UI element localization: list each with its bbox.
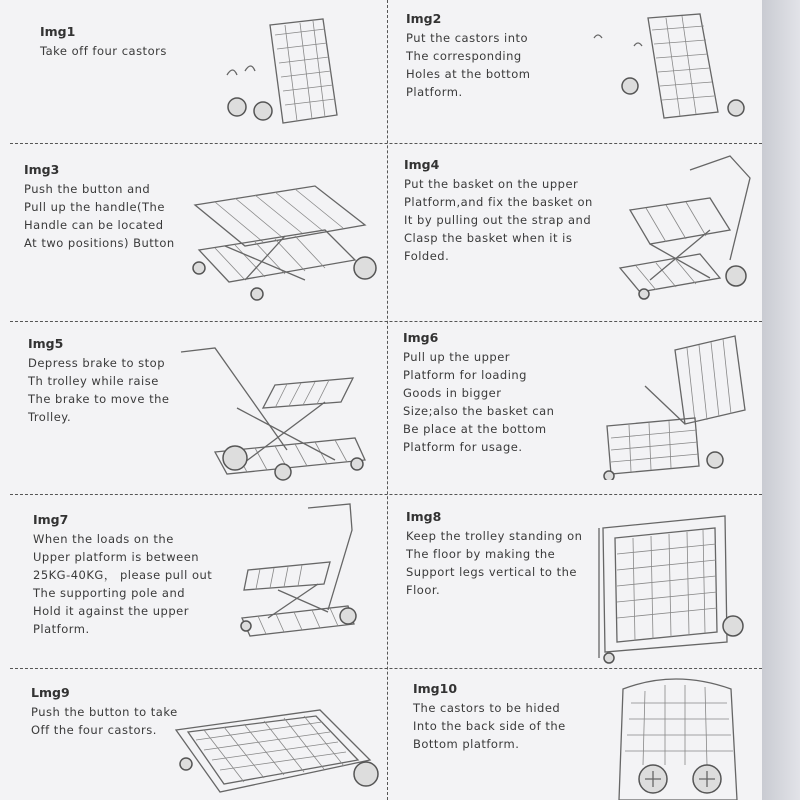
illustration-pull-up-handle [185,180,385,305]
step-line: Platform,and fix the basket on [404,195,593,209]
step-line: The castors to be hided [413,701,561,715]
illustration-upper-platform-raised [595,330,755,480]
row-divider [10,143,762,144]
step-line: Trolley. [28,410,72,424]
step-title: Lmg9 [31,685,70,700]
step-line: Be place at the bottom [403,422,547,436]
row-divider [10,321,762,322]
step-lmg9 [31,685,178,739]
step-line: Holes at the bottom [406,67,531,81]
step-line: Upper platform is between [33,550,200,564]
step-title: Img2 [406,11,442,26]
step-title: Img6 [403,330,439,345]
step-line: Folded. [404,249,450,263]
step-line: Depress brake to stop [28,356,166,370]
step-line: The corresponding [406,49,522,63]
step-line: It by pulling out the strap and [404,213,592,227]
step-title: Img7 [33,512,69,527]
step-title: Img8 [406,509,442,524]
step-line: Handle can be located [24,218,164,232]
step-img6 [403,330,554,456]
step-line: Into the back side of the [413,719,566,733]
step-line: Size;also the basket can [403,404,555,418]
step-line: Keep the trolley standing on [406,529,583,543]
step-line: When the loads on the [33,532,174,546]
step-img8 [406,509,582,599]
step-line: Pull up the handle(The [24,200,165,214]
step-line: Platform for loading [403,368,527,382]
step-line: At two positions) Button [24,236,175,250]
step-line: 25KG-40KG， please pull out [33,568,213,582]
illustration-supporting-pole [238,500,373,640]
step-img5 [28,336,169,426]
illustration-folded-trolley-castors-off [215,15,355,130]
step-img4 [404,157,593,265]
step-line: Support legs vertical to the [406,565,577,579]
illustration-castors-into-holes [590,12,750,132]
step-line: Clasp the basket when it is [404,231,573,245]
step-line: Bottom platform. [413,737,520,751]
step-title: Img10 [413,681,458,696]
step-line: Push the button and [24,182,151,196]
step-img3 [24,162,175,252]
illustration-brake [175,340,380,490]
illustration-basket-on-platform [610,150,760,300]
step-title: Img4 [404,157,440,172]
step-title: Img3 [24,162,60,177]
step-line: Floor. [406,583,441,597]
step-line: Push the button to take [31,705,178,719]
column-divider [387,0,388,800]
paper-edge [762,0,800,800]
step-img10 [413,681,566,753]
illustration-standing-trolley [595,508,750,668]
step-line: Platform. [33,622,90,636]
step-line: Put the castors into [406,31,529,45]
step-img2 [406,11,530,101]
step-line: Platform for usage. [403,440,523,454]
row-divider [10,494,762,495]
illustration-push-button-castors [170,700,385,800]
step-img7 [33,512,212,638]
step-line: Goods in bigger [403,386,502,400]
step-line: The supporting pole and [33,586,186,600]
step-line: Off the four castors. [31,723,157,737]
step-line: Platform. [406,85,463,99]
step-line: Hold it against the upper [33,604,189,618]
step-line: Put the basket on the upper [404,177,579,191]
step-line: Take off four castors [40,44,167,58]
row-divider [10,668,762,669]
step-img1 [40,24,167,60]
step-line: Th trolley while raise [28,374,159,388]
step-line: The floor by making the [406,547,556,561]
step-title: Img1 [40,24,76,39]
illustration-castors-hidden [615,675,755,800]
step-line: Pull up the upper [403,350,511,364]
step-title: Img5 [28,336,64,351]
step-line: The brake to move the [28,392,170,406]
